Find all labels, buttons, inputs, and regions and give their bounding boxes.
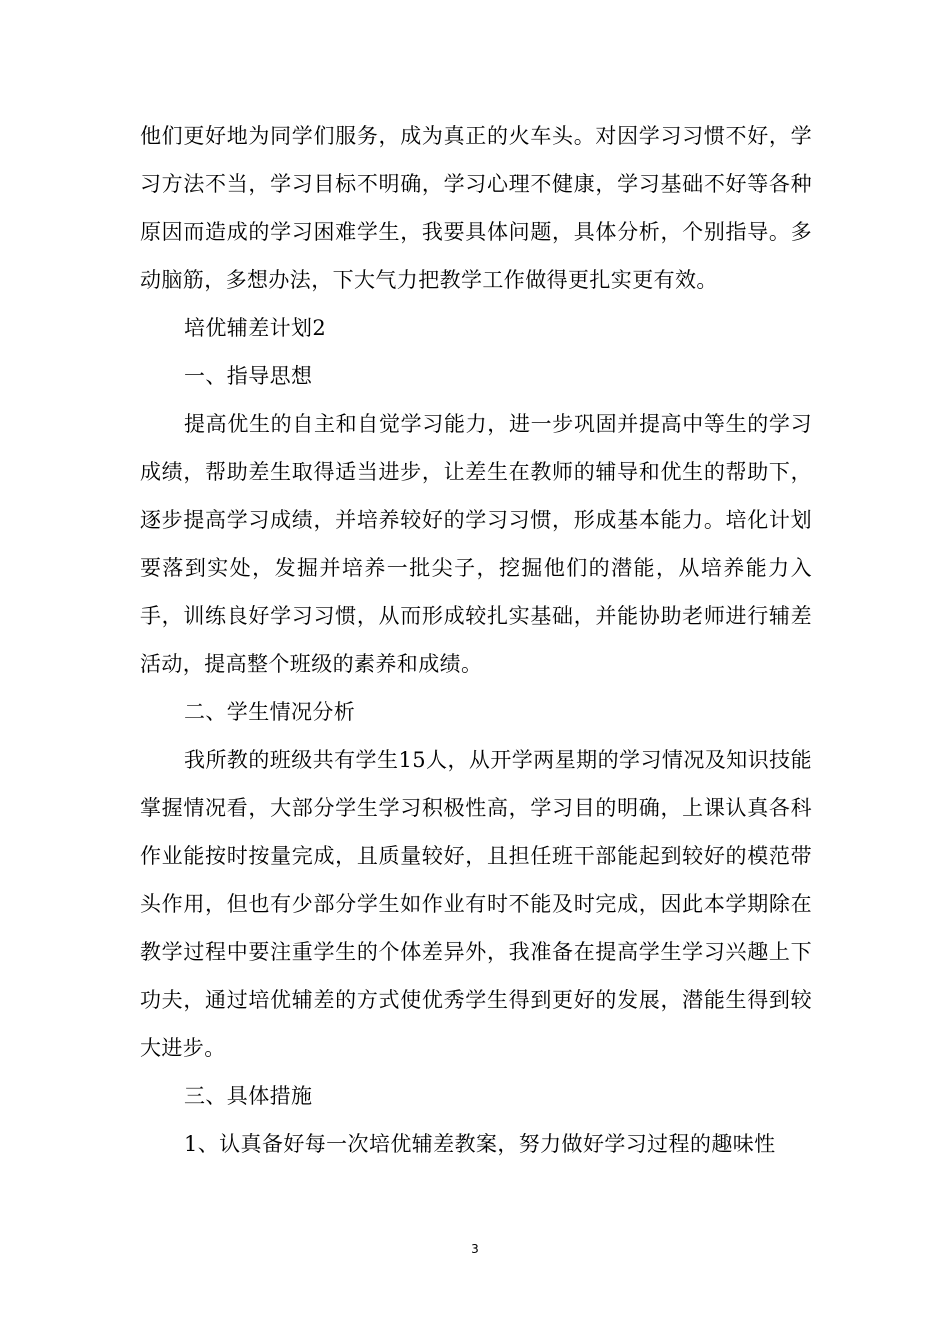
document-body	[140, 112, 812, 1168]
section-title-plan-2: 培优辅差计划2	[184, 316, 327, 340]
heading-guiding-ideology: 一、指导思想	[184, 364, 313, 388]
heading-specific-measures: 三、具体措施	[184, 1084, 313, 1108]
page-number: 3	[471, 1242, 479, 1256]
paragraph-measure-1: 1、认真备好每一次培优辅差教案，努力做好学习过程的趣味性	[184, 1132, 776, 1156]
paragraph-student-analysis: 我所教的班级共有学生15人，从开学两星期的学习情况及知识技能掌握情况看，大部分学生学习积极性高，学习目的明确，上课认真各科作业能按时按量完成，且质量较好，且担任班干部能起到较好的模范带头作用，但也有少部分学生如作业有时不能及时完成，因此本学期除在教学过程中要注重学生的个体差异外，我准备在提高学生学习兴趣上下功夫，通过培优辅差的方式使优秀学生得到更好的发展，潜能生得到较大进步。	[140, 748, 812, 1060]
paragraph-guiding-ideology: 提高优生的自主和自觉学习能力，进一步巩固并提高中等生的学习成绩，帮助差生取得适当进步，让差生在教师的辅导和优生的帮助下，逐步提高学习成绩，并培养较好的学习习惯，形成基本能力。培化计划要落到实处，发掘并培养一批尖子，挖掘他们的潜能，从培养能力入手，训练良好学习习惯，从而形成较扎实基础，并能协助老师进行辅差活动，提高整个班级的素养和成绩。	[140, 412, 812, 676]
paragraph-continuation: 他们更好地为同学们服务，成为真正的火车头。对因学习习惯不好，学习方法不当，学习目标不明确，学习心理不健康，学习基础不好等各种原因而造成的学习困难学生，我要具体问题，具体分析，个别指导。多动脑筋，多想办法，下大气力把教学工作做得更扎实更有效。	[140, 124, 812, 292]
heading-student-analysis: 二、学生情况分析	[184, 700, 356, 724]
